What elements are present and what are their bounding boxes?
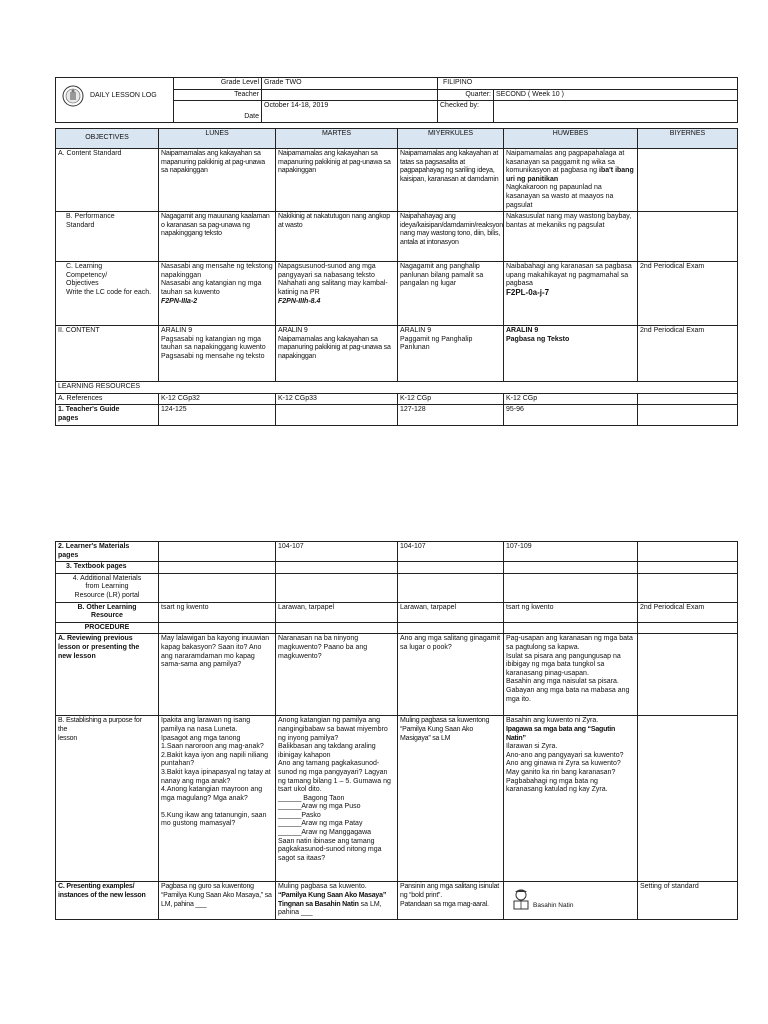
col-objectives: OBJECTIVES (56, 129, 159, 149)
cell-thu-tail: Nagkakaroon ng papaunlad na kasanayan sa wasto at maayos na pagsulat (506, 184, 614, 209)
cell-mon: May lalawigan ba kayong inuuwian kapag bakasyon? Saan ito? Ano ang nararamdaman mo kapag sama-sama ang pamilya? (159, 634, 276, 716)
cell-tue: Naipamamalas ang kakayahan sa mapanuring pakikinig at pag-unawa sa napakinggan (276, 149, 398, 212)
cell-mon (159, 622, 276, 634)
cell-wed: Naipahahayag ang ideya/kaisipan/damdamin/reaksyon nang may wastong tono, diin, bilis, antala at intonasyon (398, 212, 504, 262)
col-tue: MARTES (276, 129, 398, 149)
table-row (56, 326, 738, 382)
cell-thu: 95-96 (504, 405, 638, 425)
grade-level-label: Grade Level (174, 78, 262, 90)
cell-thu-text: Basahin ang kuwento ni Zyra. (506, 717, 599, 725)
col-thu: HUWEBES (504, 129, 638, 149)
cell-tue-tail: sa LM, pahina ___ (278, 900, 382, 917)
cell-fri (638, 542, 738, 562)
cell-tue: 104-107 (276, 542, 398, 562)
cell-thu: 107-109 (504, 542, 638, 562)
table-row (56, 393, 738, 405)
cell-tue (276, 573, 398, 602)
cell-thu (504, 562, 638, 574)
table-row (56, 405, 738, 425)
cell-tue: Anong katangian ng pamilya ang nangingibabaw sa bawat miyembro ng inyong pamilya? Balikbasan ang takdang araling ibinigay kahapon Ano ang tamang pagkakasunod-sunod ng mga pangyayari? Lagyan ng tamang bilang 1 – 5. Gumawa ng tsart ukol dito. ______ Bagong Taon ______Araw ng mga Puso ______Pasko ______Araw ng mga Patay ______Araw ng Manggagawa Saan natin ibinase ang tamang pagkakasunod-sunod nitong mga sagot sa itaas? (276, 716, 398, 882)
grade-level-value: Grade TWO (262, 78, 438, 90)
cell-tue (276, 882, 398, 920)
cell-thu-bold: Ipagawa sa mga bata ang “Sagutin Natin” (506, 725, 616, 742)
cell-wed: Naipamamalas ang kakayahan at tatas sa pagsasalita at pagpapahayag ng sariling ideya, kaisipan, karanasan at damdamin (398, 149, 504, 212)
cell-thu: ARALIN 9 Pagbasa ng Teksto (504, 326, 638, 382)
date-label: Date (174, 101, 262, 123)
cell-thu-text: Naipamamalas ang pagpapahalaga at kasanayan sa paggamit ng wika sa komunikasyon at pagbasa ng (506, 150, 625, 175)
table-row (56, 262, 738, 326)
row-label: A. Reviewing previous lesson or presenting the new lesson (56, 634, 159, 716)
table-row (56, 382, 738, 394)
table-row (56, 634, 738, 716)
lesson-table-page2 (55, 541, 738, 920)
resources-heading: LEARNING RESOURCES (56, 382, 738, 394)
row-label: 2. Learner's Materials pages (56, 542, 159, 562)
quarter-label: Quarter: (438, 89, 494, 101)
cell-tue-code: F2PN-IIIh-8.4 (278, 297, 321, 305)
cell-tue: Nakikinig at nakatutugon nang angkop at wasto (276, 212, 398, 262)
cell-tue: Larawan, tarpapel (276, 602, 398, 622)
cell-thu: Pag-usapan ang karanasan ng mga bata sa pagtulong sa kapwa. Isulat sa pisara ang pangungusap na ibibigay ng mga bata tungkol sa karanasang pinag-usapan. Basahin ang mga naisulat sa pisara. Gabayan ang mga bata na mabasa ang mga ito. (504, 634, 638, 716)
cell-tue (276, 262, 398, 326)
cell-wed: Muling pagbasa sa kuwentong “Pamilya Kung Saan Ako Masigaya” sa LM (398, 716, 504, 882)
dates-value: October 14-18, 2019 (262, 101, 438, 123)
cell-mon (159, 542, 276, 562)
row-label: C. Presenting examples/ instances of the new lesson (56, 882, 159, 920)
cell-mon: ARALIN 9 Pagsasabi ng katangian ng mga tauhan sa napakinggang kuwento Pagsasabi ng mensahe ng teksto (159, 326, 276, 382)
row-label: PROCEDURE (56, 622, 159, 634)
cell-fri (638, 149, 738, 212)
checked-by-value (494, 101, 738, 123)
header-logo-cell (56, 78, 174, 123)
cell-mon: 124-125 (159, 405, 276, 425)
teacher-label: Teacher (174, 89, 262, 101)
table-row (56, 149, 738, 212)
basahin-natin-caption: Basahin Natin (533, 902, 574, 910)
table-row (56, 212, 738, 262)
cell-wed (398, 562, 504, 574)
cell-tue: Naranasan na ba ninyong magkuwento? Paano ba ang magkuwento? (276, 634, 398, 716)
table-row (56, 602, 738, 622)
cell-tue-text: Muling pagbasa sa kuwento. (278, 883, 367, 891)
cell-tue (276, 405, 398, 425)
table-row (56, 562, 738, 574)
cell-thu-code: F2PL-0a-j-7 (506, 287, 550, 297)
checked-by-label: Checked by: (438, 101, 494, 123)
cell-mon (159, 562, 276, 574)
cell-thu (504, 149, 638, 212)
deped-seal-icon (62, 85, 84, 107)
cell-tue (276, 562, 398, 574)
table-row (56, 882, 738, 920)
cell-thu: K-12 CGp (504, 393, 638, 405)
cell-thu (504, 573, 638, 602)
cell-wed (398, 622, 504, 634)
cell-thu (504, 882, 638, 920)
row-label: II. CONTENT (56, 326, 159, 382)
cell-fri: 2nd Periodical Exam (638, 262, 738, 326)
cell-fri: 2nd Periodical Exam (638, 602, 738, 622)
reading-child-icon (510, 888, 532, 910)
table-row (56, 622, 738, 634)
cell-thu-bold: iba't ibang uri ng panitikan (506, 167, 634, 183)
cell-mon-code: F2PN-IIIa-2 (161, 297, 198, 305)
cell-fri (638, 212, 738, 262)
cell-mon-text: Nasasabi ang mensahe ng tekstong napakinggan Nasasabi ang katangian ng mga tauhan sa kuwento (161, 263, 273, 296)
cell-wed: Larawan, tarpapel (398, 602, 504, 622)
row-label: 4. Additional Materials from Learning Resource (LR) portal (56, 573, 159, 602)
row-label: 1. Teacher's Guide pages (56, 405, 159, 425)
quarter-value: SECOND ( Week 10 ) (494, 89, 738, 101)
cell-wed: 127-128 (398, 405, 504, 425)
cell-fri (638, 716, 738, 882)
cell-fri: 2nd Periodical Exam (638, 326, 738, 382)
row-label: B. Other Learning Resource (56, 602, 159, 622)
col-wed: MIYERKULES (398, 129, 504, 149)
cell-wed: ARALIN 9 Paggamit ng Panghalip Panlunan (398, 326, 504, 382)
cell-wed: 104-107 (398, 542, 504, 562)
cell-thu-tail: Ilarawan si Zyra. Ano-ano ang pangyayari sa kuwento? Ano ang ginawa ni Zyra sa kuwento? May ganito ka rin bang karanasan? Pagbabahagi ng mga bata ng karanasang katulad ng kay Zyra. (506, 743, 624, 794)
cell-mon (159, 262, 276, 326)
cell-thu: Nakasusulat nang may wastong baybay, bantas at mekaniks ng pagsulat (504, 212, 638, 262)
row-label: A. References (56, 393, 159, 405)
table-row (56, 542, 738, 562)
cell-mon: Nagagamit ang mauunang kaalaman o karanasan sa pag-unawa ng napakinggang teksto (159, 212, 276, 262)
subject-value: FILIPINO (438, 78, 738, 90)
row-label: A. Content Standard (56, 149, 159, 212)
cell-wed: Ano ang mga salitang ginagamit sa lugar o pook? (398, 634, 504, 716)
cell-tue: K-12 CGp33 (276, 393, 398, 405)
col-fri: BIYERNES (638, 129, 738, 149)
cell-tue-text: Napagsusunod-sunod ang mga pangyayari sa nabasang teksto Nahahati ang salitang may kambal-katinig na PR (278, 263, 388, 296)
cell-wed: Nagagamit ang panghalip panlunan bilang pamalit sa pangalan ng lugar (398, 262, 504, 326)
cell-wed: Pansinin ang mga salitang isinulat ng “bold print”. Patandaan sa mga mag-aaral. (398, 882, 504, 920)
cell-mon: Ipakita ang larawan ng isang pamilya na nasa Luneta. Ipasagot ang mga tanong 1.Saan naroroon ang mag-anak? 2.Bakit kaya iyon ang napili niliang puntahan? 3.Bakit kaya ipinapasyal ng tatay at nanay ang mga anak? 4.Anong katangian mayroon ang mga magulang? Mga anak? 5.Kung ikaw ang tatanungin, saan mo gustong mamasyal? (159, 716, 276, 882)
cell-mon: K-12 CGp32 (159, 393, 276, 405)
table-row (56, 573, 738, 602)
cell-tue-bold: “Pamilya Kung Saan Ako Masaya” Tingnan sa Basahin Natin (278, 891, 387, 908)
cell-mon: Pagbasa ng guro sa kuwentong “Pamilya Kung Saan Ako Masaya,” sa LM, pahina ___ (159, 882, 276, 920)
cell-thu (504, 716, 638, 882)
cell-mon: tsart ng kwento (159, 602, 276, 622)
cell-fri (638, 634, 738, 716)
header-title: DAILY LESSON LOG (90, 92, 157, 99)
cell-mon: Naipamamalas ang kakayahan sa mapanuring pakikinig at pag-unawa sa napakinggan (159, 149, 276, 212)
cell-fri (638, 573, 738, 602)
row-label: C. Learning Competency/ Objectives Write the LC code for each. (56, 262, 159, 326)
cell-thu (504, 622, 638, 634)
teacher-value (262, 89, 438, 101)
cell-tue (276, 622, 398, 634)
cell-fri (638, 393, 738, 405)
cell-fri: Setting of standard (638, 882, 738, 920)
table-row (56, 716, 738, 882)
cell-mon (159, 573, 276, 602)
cell-thu (504, 262, 638, 326)
lesson-table-page1 (55, 128, 738, 426)
header-table (55, 77, 738, 123)
cell-fri (638, 405, 738, 425)
cell-fri (638, 562, 738, 574)
row-label: B. Establishing a purpose for the lesson (56, 716, 159, 882)
cell-fri (638, 622, 738, 634)
cell-thu: tsart ng kwento (504, 602, 638, 622)
cell-wed (398, 573, 504, 602)
cell-thu-text: Naibabahagi ang karanasan sa pagbasa upang makahikayat ng pagmamahal sa pagbasa (506, 263, 632, 288)
cell-tue: ARALIN 9 Naipamamalas ang kakayahan sa mapanuring pakikinig at pag-unawa sa napakinggan (276, 326, 398, 382)
cell-wed: K-12 CGp (398, 393, 504, 405)
row-label: 3. Textbook pages (56, 562, 159, 574)
row-label: B. Performance Standard (56, 212, 159, 262)
col-mon: LUNES (159, 129, 276, 149)
